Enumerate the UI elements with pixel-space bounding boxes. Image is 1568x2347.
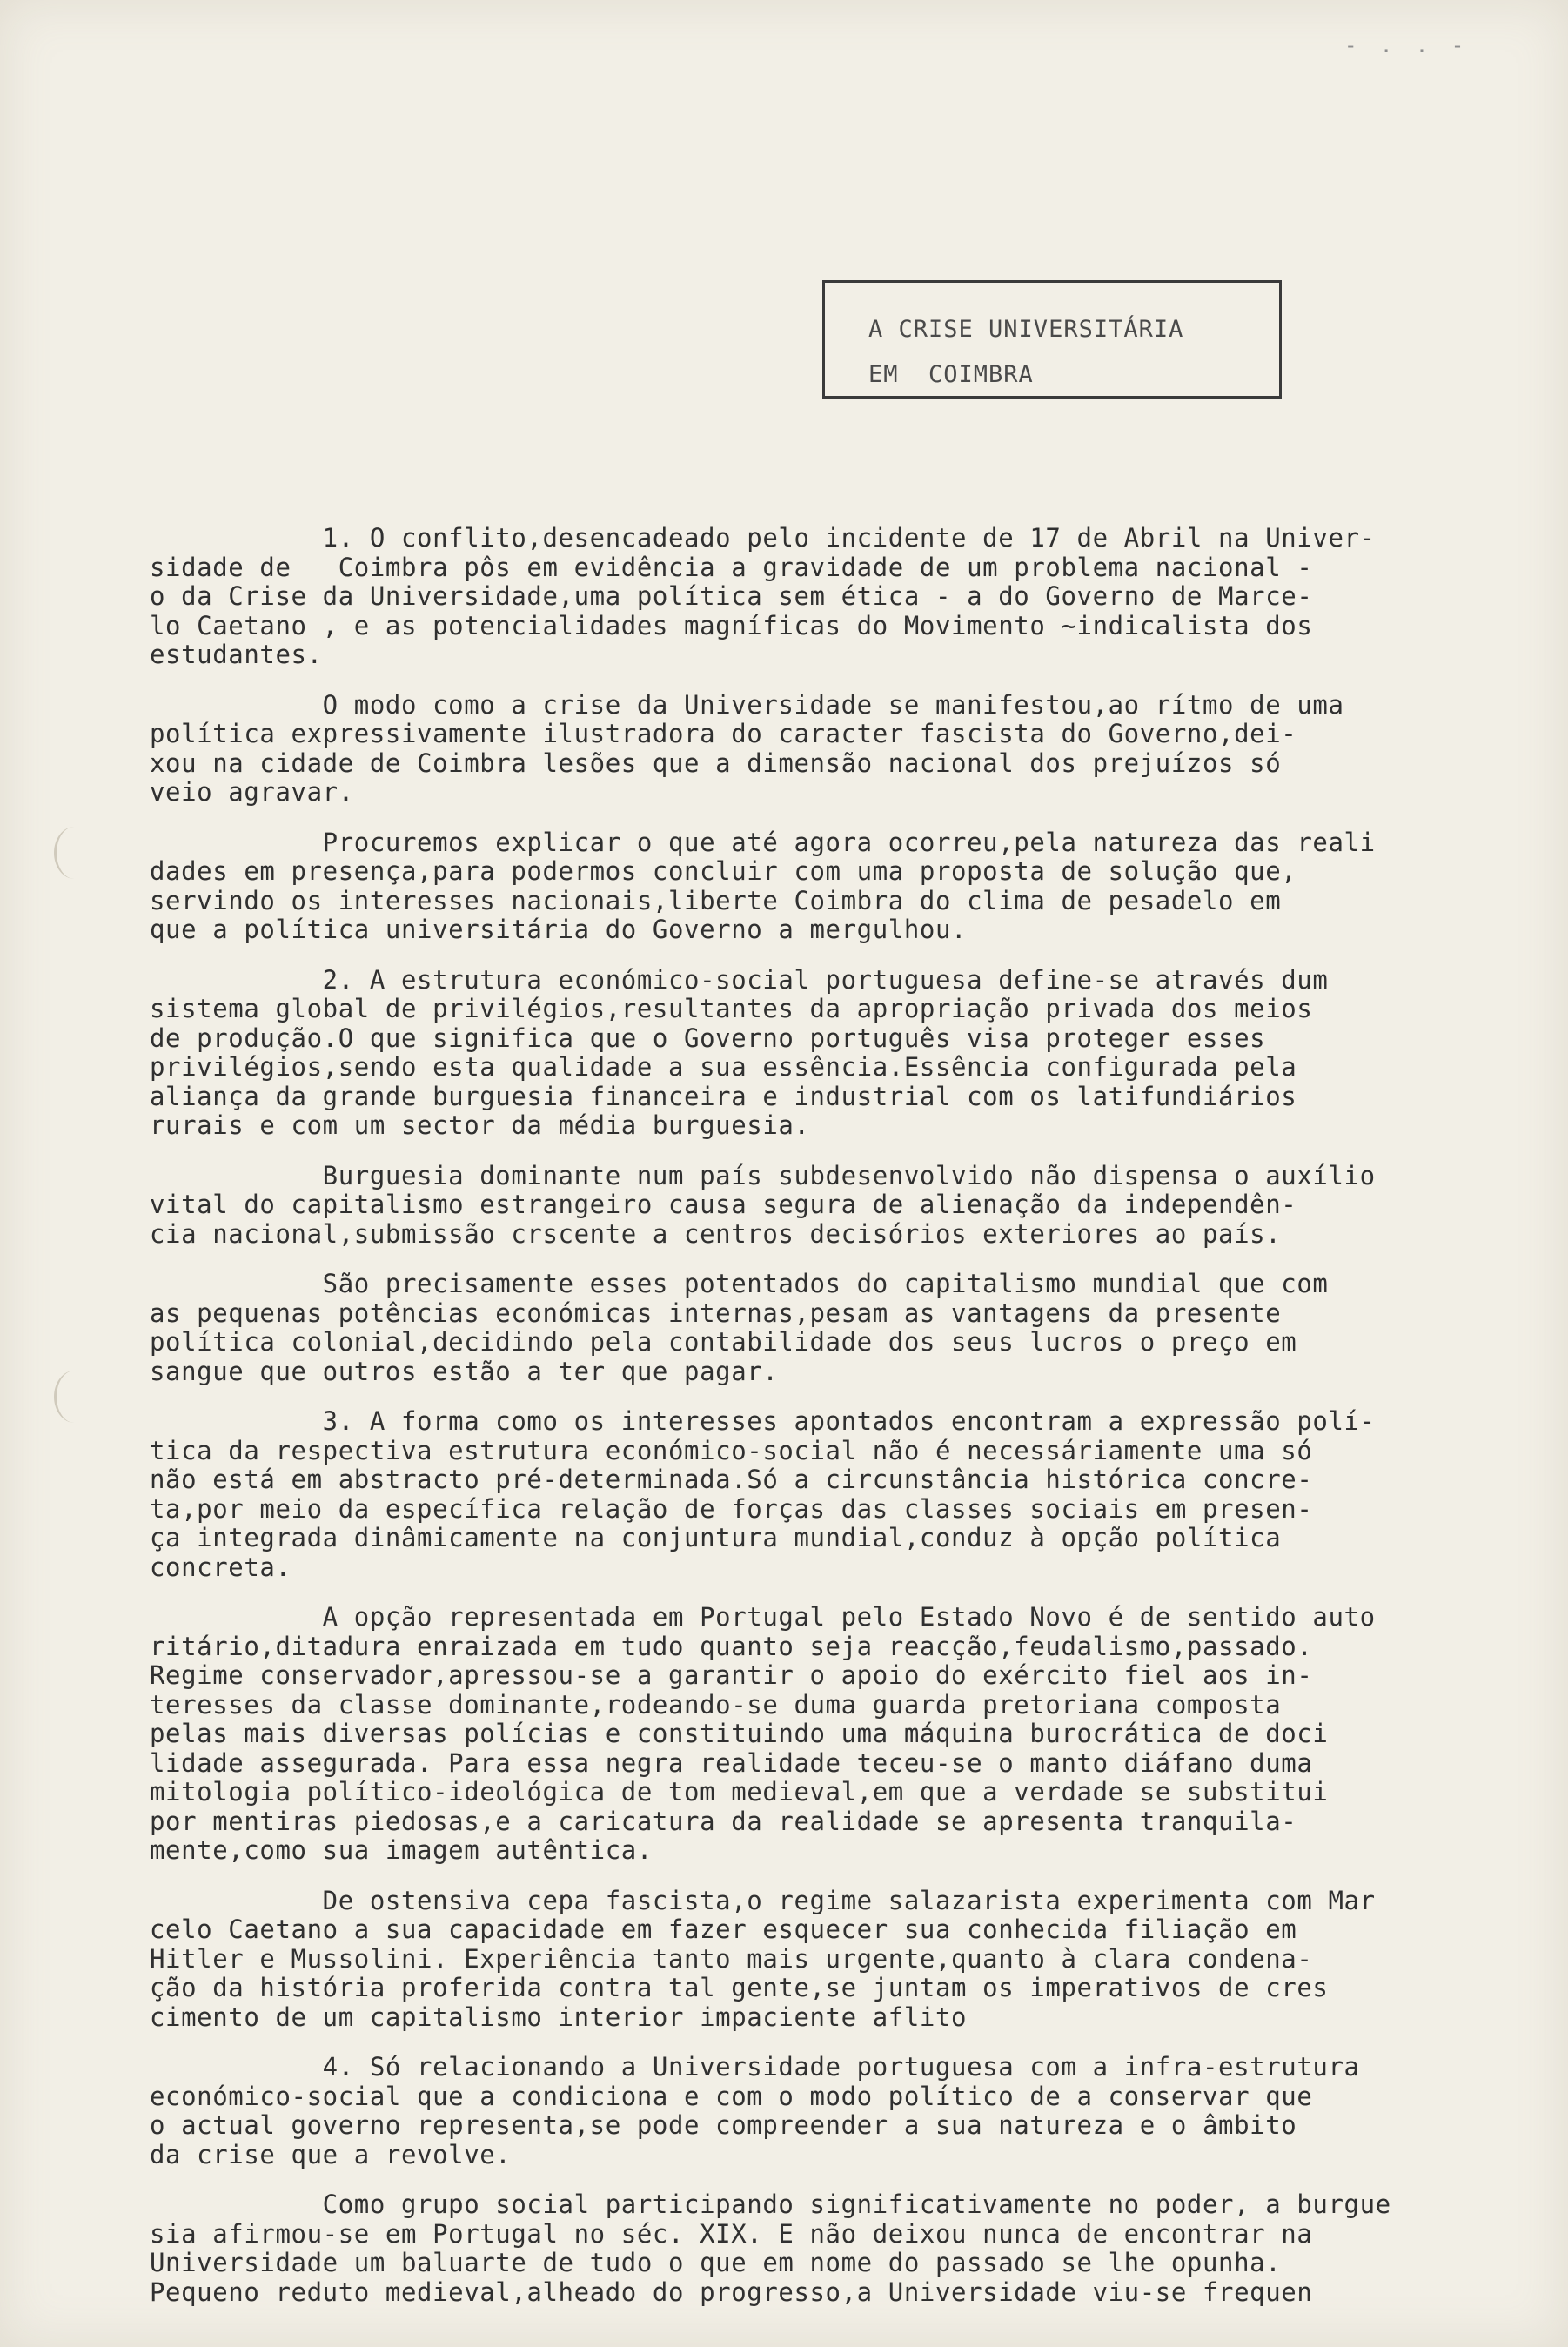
text-line: concreta. xyxy=(150,1552,291,1582)
punch-hole-top xyxy=(54,827,95,879)
text-line: vital do capitalismo estrangeiro causa segura de alienação da independên- xyxy=(150,1190,1297,1219)
text-line: sia afirmou-se em Portugal no séc. XIX. E não deixou nunca de encontrar na xyxy=(150,2218,1313,2249)
text-line: ritário,ditadura enraizada em tudo quanto seja reacção,feudalismo,passado. xyxy=(150,1631,1313,1661)
text-line: O modo como a crise da Universidade se manifestou,ao rítmo de uma xyxy=(150,689,1344,720)
text-line: teresses da classe dominante,rodeando-se duma guarda pretoriana composta xyxy=(150,1689,1282,1720)
text-line: privilégios,sendo esta qualidade a sua essência.Essência configurada pela xyxy=(150,1052,1297,1082)
title-box xyxy=(822,280,1282,399)
text-line: tica da respectiva estrutura económico-social não é necessáriamente uma só xyxy=(150,1435,1313,1465)
paragraph xyxy=(150,2053,1455,2169)
text-line: política expressivamente ilustradora do caracter fascista do Governo,dei- xyxy=(150,719,1297,748)
text-line: Pequeno reduto medieval,alheado do progresso,a Universidade viu-se frequen xyxy=(150,2277,1313,2307)
paragraph xyxy=(150,828,1455,945)
text-line: dades em presença,para podermos concluir com uma proposta de solução que, xyxy=(150,856,1297,886)
text-line: económico-social que a condiciona e com o modo político de a conservar que xyxy=(150,2081,1313,2111)
text-line: 1. O conflito,desencadeado pelo incidente de 17 de Abril na Univer- xyxy=(150,523,1376,553)
text-line: cia nacional,submissão crscente a centros decisórios exteriores ao país. xyxy=(150,1218,1282,1249)
text-line: ta,por meio da específica relação de forças das classes sociais em presen- xyxy=(150,1493,1313,1524)
text-line: A opção representada em Portugal pelo Estado Novo é de sentido auto xyxy=(150,1602,1376,1632)
paragraph xyxy=(150,1887,1455,2033)
paragraph xyxy=(150,524,1455,670)
text-line: servindo os interesses nacionais,liberte Coimbra do clima de pesadelo em xyxy=(150,885,1282,915)
text-line: Procuremos explicar o que até agora ocorreu,pela natureza das reali xyxy=(150,827,1376,857)
text-line: ça integrada dinâmicamente na conjuntura mundial,conduz à opção política xyxy=(150,1523,1282,1552)
text-line: Regime conservador,apressou-se a garantir o apoio do exército fiel aos in- xyxy=(150,1660,1313,1690)
text-line: Universidade um baluarte de tudo o que em nome do passado se lhe opunha. xyxy=(150,2248,1282,2277)
text-line: o da Crise da Universidade,uma política sem ética - a do Governo de Marce- xyxy=(150,581,1313,611)
text-line: veio agravar. xyxy=(150,777,354,807)
text-line: Burguesia dominante num país subdesenvolvido não dispensa o auxílio xyxy=(150,1160,1376,1190)
text-line: sistema global de privilégios,resultantes da apropriação privada dos meios xyxy=(150,994,1313,1023)
paragraph xyxy=(150,691,1455,808)
text-line: aliança da grande burguesia financeira e industrial com os latifundiários xyxy=(150,1081,1297,1111)
paragraph xyxy=(150,966,1455,1141)
text-line: 3. A forma como os interesses apontados encontram a expressão polí- xyxy=(150,1406,1376,1436)
text-line: política colonial,decidindo pela contabilidade dos seus lucros o preço em xyxy=(150,1327,1297,1357)
text-line: da crise que a revolve. xyxy=(150,2139,512,2169)
text-line: ção da história proferida contra tal gente,se juntam os imperativos de cres xyxy=(150,1973,1329,2002)
text-line: rurais e com um sector da média burguesia. xyxy=(150,1110,810,1140)
text-line: De ostensiva cepa fascista,o regime salazarista experimenta com Mar xyxy=(150,1885,1376,1915)
text-line: celo Caetano a sua capacidade em fazer esquecer sua conhecida filiação em xyxy=(150,1914,1297,1944)
text-line: o actual governo representa,se pode compreender a sua natureza e o âmbito xyxy=(150,2110,1297,2140)
text-line: estudantes. xyxy=(150,640,323,669)
punch-hole-bottom xyxy=(54,1371,95,1423)
paragraph xyxy=(150,1270,1455,1386)
text-line: 2. A estrutura económico-social portuguesa define-se através dum xyxy=(150,964,1329,995)
text-line: as pequenas potências económicas internas,pesam as vantagens da presente xyxy=(150,1298,1282,1328)
text-line: xou na cidade de Coimbra lesões que a dimensão nacional dos prejuízos só xyxy=(150,748,1282,778)
text-line: 4. Só relacionando a Universidade portuguesa com a infra-estrutura xyxy=(150,2052,1360,2082)
text-line: lidade assegurada. Para essa negra realidade teceu-se o manto diáfano duma xyxy=(150,1747,1313,1778)
text-line: lo Caetano , e as potencialidades magníficas do Movimento ~indicalista dos xyxy=(150,610,1313,640)
text-line: cimento de um capitalismo interior impaciente aflito xyxy=(150,2002,968,2032)
text-line: não está em abstracto pré-determinada.Só a circunstância histórica concre- xyxy=(150,1465,1313,1494)
text-line: Hitler e Mussolini. Experiência tanto mais urgente,quanto à clara condena- xyxy=(150,1943,1313,1974)
text-line: sangue que outros estão a ter que pagar. xyxy=(150,1356,779,1386)
paragraph xyxy=(150,1603,1455,1866)
text-line: sidade de Coimbra pôs em evidência a gravidade de um problema nacional - xyxy=(150,552,1313,582)
text-line: pelas mais diversas polícias e constituindo uma máquina burocrática de doci xyxy=(150,1719,1329,1748)
document-body xyxy=(150,524,1455,2307)
text-line: São precisamente esses potentados do capitalismo mundial que com xyxy=(150,1269,1329,1298)
text-line: de produção.O que significa que o Governo português visa proteger esses xyxy=(150,1023,1266,1053)
paragraph xyxy=(150,1162,1455,1250)
paragraph xyxy=(150,2190,1455,2307)
text-line: Como grupo social participando significativamente no poder, a burgue xyxy=(150,2189,1391,2219)
text-line: mente,como sua imagem autêntica. xyxy=(150,1835,653,1865)
title-line-1: A CRISE UNIVERSITÁRIA xyxy=(868,316,1184,343)
text-line: por mentiras piedosas,e a caricatura da realidade se apresenta tranquila- xyxy=(150,1806,1297,1836)
text-line: mitologia político-ideológica de tom medieval,em que a verdade se substitui xyxy=(150,1777,1329,1807)
paragraph xyxy=(150,1407,1455,1582)
page-number-mark: - . . - xyxy=(1344,33,1470,57)
title-line-2: EM COIMBRA xyxy=(868,361,1034,388)
text-line: que a política universitária do Governo a mergulhou. xyxy=(150,915,968,944)
